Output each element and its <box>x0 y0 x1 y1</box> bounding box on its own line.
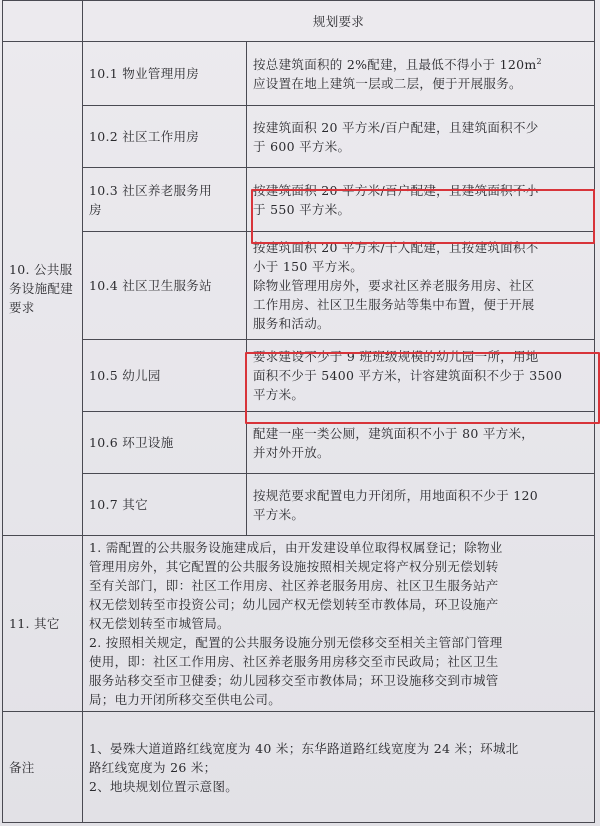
text-line: 路红线宽度为 26 米； <box>89 759 217 775</box>
requirement-line: 按建筑面积 20 平方米/千人配建，且按建筑面积不 <box>253 240 539 255</box>
requirements-title: 规划要求 <box>83 1 595 42</box>
table-row <box>3 536 595 712</box>
table-row <box>3 232 595 340</box>
section-10-label-line: 务设施配建 <box>9 281 74 296</box>
remarks-text <box>83 712 595 823</box>
item-requirement <box>247 412 595 474</box>
item-name: 10.7 其它 <box>83 474 247 536</box>
item-requirement <box>247 168 595 232</box>
table-row <box>3 168 595 232</box>
superscript: 2 <box>536 56 542 66</box>
table-row <box>3 712 595 823</box>
requirement-line: 并对外开放。 <box>253 444 330 460</box>
section-10-label <box>3 42 83 536</box>
table-header-row <box>3 1 595 42</box>
text-line: 使用，即：社区工作用房、社区养老服务用房移交至市民政局；社区卫生 <box>89 654 499 669</box>
requirement-line: 按建筑面积 20 平方米/百户配建，且建筑面积不少 <box>253 119 539 135</box>
text-line: 1、晏殊大道道路红线宽度为 40 米；东华路道路红线宽度为 24 米；环城北 <box>89 740 519 756</box>
item-requirement <box>247 340 595 412</box>
remarks-label: 备注 <box>3 712 83 823</box>
item-requirement <box>247 232 595 340</box>
requirement-line: 按建筑面积 20 平方米/百户配建，且建筑面积不小 <box>253 182 539 198</box>
item-name-line: 房 <box>89 201 102 217</box>
table-row <box>3 42 595 106</box>
text-line: 管理用房外，其它配置的公共服务设施按照相关规定将产权分别无偿划转 <box>89 559 499 574</box>
text-line: 服务站移交至市卫健委；幼儿园移交至市教体局；环卫设施移交到市城管 <box>89 673 499 688</box>
requirement-line: 平方米。 <box>253 387 305 402</box>
requirement-line: 按规范要求配置电力开闭所，用地面积不少于 120 <box>253 487 539 503</box>
planning-requirements-table <box>2 0 595 823</box>
text-line: 2. 按照相关规定，配置的公共服务设施分别无偿移交至相关主管部门管理 <box>89 635 503 650</box>
table-row <box>3 412 595 474</box>
requirement-line: 于 600 平方米。 <box>253 138 351 154</box>
requirement-line: 工作用房、社区卫生服务站等集中布置，便于开展 <box>253 297 535 312</box>
text-line: 至有关部门，即：社区工作用房、社区养老服务用房、社区卫生服务站产 <box>89 578 499 593</box>
item-name: 10.6 环卫设施 <box>83 412 247 474</box>
section-10-label-line: 10. 公共服 <box>9 262 73 277</box>
section-10-label-line: 要求 <box>9 300 35 315</box>
section-11-label: 11. 其它 <box>3 536 83 712</box>
item-name-line: 10.3 社区养老服务用 <box>89 182 212 198</box>
text-line: 2、地块规划位置示意图。 <box>89 778 239 794</box>
text-line: 局；电力开闭所移交至供电公司。 <box>89 692 282 707</box>
requirement-line: 要求建设不少于 9 班班级规模的幼儿园一所，用地 <box>253 349 539 364</box>
requirement-line: 配建一座一类公厕，建筑面积不小于 80 平方米， <box>253 425 535 441</box>
requirement-line: 除物业管理用房外，要求社区养老服务用房、社区 <box>253 278 535 293</box>
requirement-line: 于 550 平方米。 <box>253 201 351 217</box>
item-name: 10.4 社区卫生服务站 <box>83 232 247 340</box>
item-name: 10.5 幼儿园 <box>83 340 247 412</box>
item-requirement <box>247 474 595 536</box>
item-name: 10.2 社区工作用房 <box>83 106 247 168</box>
item-name <box>83 168 247 232</box>
table-row <box>3 340 595 412</box>
requirement-line: 按总建筑面积的 2%配建，且最低不得小于 120m <box>253 56 537 72</box>
requirement-line: 应设置在地上建筑一层或二层，便于开展服务。 <box>253 75 522 91</box>
table-row <box>3 106 595 168</box>
item-requirement <box>247 106 595 168</box>
text-line: 权无偿划转至市城管局。 <box>89 616 230 631</box>
text-line: 权无偿划转至市投资公司；幼儿园产权无偿划转至市教体局，环卫设施产 <box>89 597 499 612</box>
table-row <box>3 474 595 536</box>
requirement-line: 小于 150 平方米。 <box>253 259 364 274</box>
header-blank-cell <box>3 1 83 42</box>
requirement-line: 服务和活动。 <box>253 316 330 331</box>
item-requirement <box>247 42 595 106</box>
text-line: 1. 需配置的公共服务设施建成后，由开发建设单位取得权属登记；除物业 <box>89 540 503 555</box>
requirement-line: 面积不少于 5400 平方米，计容建筑面积不少于 3500 <box>253 368 563 383</box>
item-name: 10.1 物业管理用房 <box>83 42 247 106</box>
requirement-line: 平方米。 <box>253 506 305 522</box>
section-11-text <box>83 536 595 712</box>
